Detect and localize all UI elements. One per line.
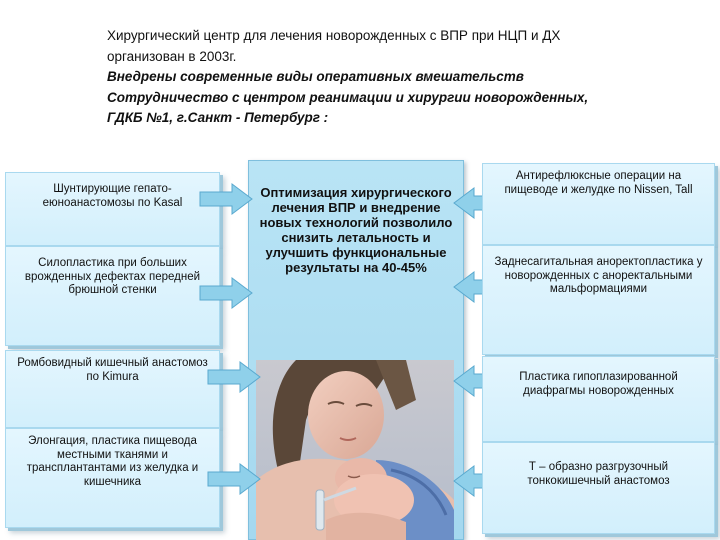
mother-newborn-photo: [256, 360, 454, 540]
header-line-3: Внедрены современные виды оперативных вмешательств: [107, 69, 524, 84]
header-line-1: Хирургический центр для лечения новорожденных с ВПР при НЦП и ДХ: [107, 28, 561, 43]
right-box-anorectoplasty-text: Заднесагитальная аноректопластика у новорожденных с аноректальными мальформациями: [494, 256, 703, 295]
left-box-elongation: [5, 428, 220, 528]
right-box-t-anastomosis: [482, 442, 715, 534]
right-box-diaphragm: [482, 356, 715, 442]
header-line-5: ГДКБ №1, г.Санкт - Петербург :: [107, 110, 329, 125]
left-box-kasai: [5, 172, 220, 246]
mother-newborn-illustration: [256, 360, 454, 540]
left-box-siloplasty: [5, 246, 220, 346]
right-box-anorectoplasty: [482, 245, 715, 355]
left-box-kimura-text: Ромбовидный кишечный анастомоз по Kimura: [17, 357, 208, 383]
right-box-antireflux-text: Антирефлюксные операции на пищеводе и желудке по Nissen, Tall: [504, 170, 693, 196]
left-box-siloplasty-text: Силопластика при больших врожденных дефектах передней брюшной стенки: [24, 257, 201, 296]
header-text: [107, 26, 667, 129]
left-box-elongation-text: Элонгация, пластика пищевода местными тканями и трансплантантами из желудка и кишечника: [26, 435, 199, 488]
header-line-4: Сотрудничество с центром реанимации и хирургии новорожденных,: [107, 89, 589, 105]
right-box-t-anastomosis-text: Т – образно разгрузочный тонкокишечный анастомоз: [527, 461, 670, 487]
arrow-left-2: [198, 276, 254, 310]
arrow-left-3: [206, 360, 262, 394]
header-line-2: организован в 2003г.: [107, 48, 237, 64]
left-box-kimura: [5, 350, 220, 428]
left-box-kasai-text: Шунтирующие гепато-еюноанастомозы по Kasal: [42, 183, 183, 209]
arrow-left-4: [206, 462, 262, 496]
right-box-antireflux: [482, 163, 715, 245]
arrow-left-1: [198, 182, 254, 216]
right-box-diaphragm-text: Пластика гипоплазированной диафрагмы новорожденных: [519, 371, 678, 397]
center-summary-text: Оптимизация хирургического лечения ВПР и внедрение новых технологий позволило снизить летальность и улучшить функциональные результаты на 40-45%: [259, 185, 453, 275]
